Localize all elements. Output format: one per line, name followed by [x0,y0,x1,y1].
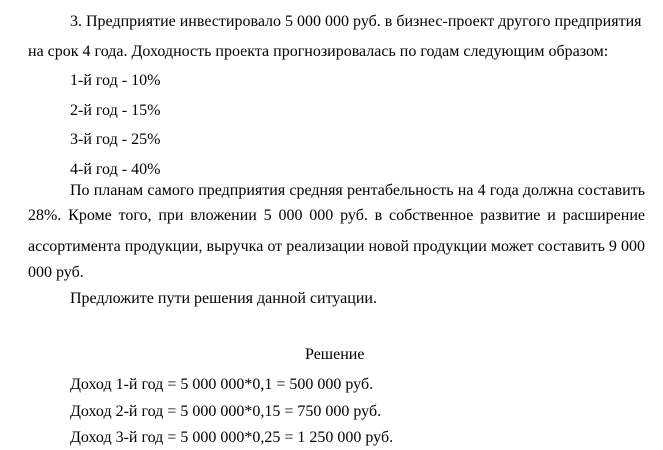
paragraph-2-line-4: 000 руб. [28,264,84,281]
paragraph-2-line-2: 28%. Кроме того, при вложении 5 000 000 руб. в собственное развитие и расширение [28,207,645,224]
income-year-2: Доход 2-й год = 5 000 000*0,15 = 750 000 руб. [70,403,382,420]
year-3-rate: 3-й год - 25% [70,131,161,148]
question-text: Предложите пути решения данной ситуации. [70,290,377,307]
problem-line-1: 3. Предприятие инвестировало 5 000 000 руб. в бизнес-проект другого предприятия [70,13,642,30]
year-2-rate: 2-й год - 15% [70,102,161,119]
paragraph-2-line-1: По планам самого предприятия средняя рентабельность на 4 года должна составить [70,182,645,199]
year-1-rate: 1-й год - 10% [70,72,161,89]
solution-heading: Решение [305,346,365,363]
year-4-rate: 4-й год - 40% [70,161,161,178]
paragraph-2-line-3: ассортимента продукции, выручка от реализации новой продукции может составить 9 000 [28,238,645,255]
problem-line-2: на срок 4 года. Доходность проекта прогнозировалась по годам следующим образом: [28,43,609,60]
income-year-1: Доход 1-й год = 5 000 000*0,1 = 500 000 руб. [70,376,374,393]
income-year-3: Доход 3-й год = 5 000 000*0,25 = 1 250 000 руб. [70,429,394,446]
